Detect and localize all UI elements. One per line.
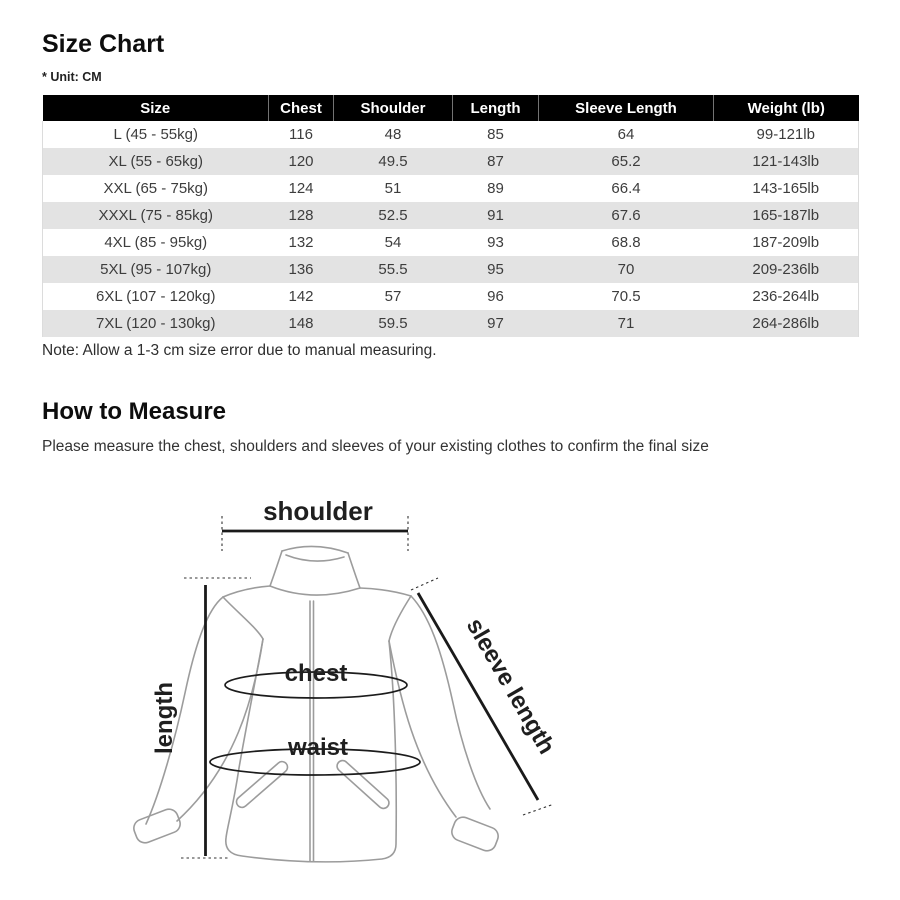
how-to-measure-title: How to Measure xyxy=(42,398,227,425)
column-header-shoulder: Shoulder xyxy=(334,95,453,121)
sleeve-length-cell: 64 xyxy=(539,121,714,148)
table-row xyxy=(43,256,859,283)
length-cell: 95 xyxy=(453,256,539,283)
chest-cell: 142 xyxy=(269,283,334,310)
weight-cell: 99-121lb xyxy=(714,121,859,148)
shoulder-cell: 57 xyxy=(334,283,453,310)
chest-cell: 120 xyxy=(269,148,334,175)
size-table-header xyxy=(43,95,859,121)
sleeve-length-cell: 71 xyxy=(539,310,714,337)
weight-cell: 143-165lb xyxy=(714,175,859,202)
weight-cell: 209-236lb xyxy=(714,256,859,283)
table-row xyxy=(43,229,859,256)
length-cell: 89 xyxy=(453,175,539,202)
sleeve-length-cell: 66.4 xyxy=(539,175,714,202)
shoulder-cell: 48 xyxy=(334,121,453,148)
length-cell: 85 xyxy=(453,121,539,148)
chest-cell: 148 xyxy=(269,310,334,337)
waist-label: waist xyxy=(287,734,349,761)
table-row xyxy=(43,121,859,148)
length-cell: 91 xyxy=(453,202,539,229)
weight-cell: 165-187lb xyxy=(714,202,859,229)
chest-cell: 124 xyxy=(269,175,334,202)
column-header-chest: Chest xyxy=(269,95,334,121)
length-label: length xyxy=(151,682,178,754)
size-cell: XXXL (75 - 85kg) xyxy=(43,202,269,229)
sleeve-length-label: sleeve length xyxy=(460,613,561,759)
column-header-size: Size xyxy=(43,95,269,121)
table-row xyxy=(43,148,859,175)
size-cell: XXL (65 - 75kg) xyxy=(43,175,269,202)
table-row xyxy=(43,283,859,310)
sleeve-length-cell: 68.8 xyxy=(539,229,714,256)
shoulder-cell: 55.5 xyxy=(334,256,453,283)
chest-cell: 116 xyxy=(269,121,334,148)
size-cell: 5XL (95 - 107kg) xyxy=(43,256,269,283)
jacket-measurement-diagram xyxy=(120,478,600,893)
measurement-note: Note: Allow a 1-3 cm size error due to manual measuring. xyxy=(42,342,437,359)
table-row xyxy=(43,310,859,337)
size-table xyxy=(42,95,859,337)
size-cell: XL (55 - 65kg) xyxy=(43,148,269,175)
chest-cell: 128 xyxy=(269,202,334,229)
table-row xyxy=(43,202,859,229)
shoulder-cell: 54 xyxy=(334,229,453,256)
shoulder-cell: 49.5 xyxy=(334,148,453,175)
jacket-outline xyxy=(131,546,501,861)
header-row xyxy=(43,95,859,121)
sleeve-length-cell: 70.5 xyxy=(539,283,714,310)
chest-cell: 132 xyxy=(269,229,334,256)
sleeve-length-cell: 65.2 xyxy=(539,148,714,175)
chest-label: chest xyxy=(284,660,348,687)
size-chart-title: Size Chart xyxy=(42,30,165,58)
diagram-labels xyxy=(151,496,560,761)
length-cell: 96 xyxy=(453,283,539,310)
sleeve-length-cell: 70 xyxy=(539,256,714,283)
length-cell: 87 xyxy=(453,148,539,175)
shoulder-cell: 52.5 xyxy=(334,202,453,229)
shoulder-cell: 51 xyxy=(334,175,453,202)
size-cell: L (45 - 55kg) xyxy=(43,121,269,148)
chest-cell: 136 xyxy=(269,256,334,283)
column-header-length: Length xyxy=(453,95,539,121)
how-to-measure-description: Please measure the chest, shoulders and sleeves of your existing clothes to confirm the final size xyxy=(42,438,709,455)
length-cell: 93 xyxy=(453,229,539,256)
table-row xyxy=(43,175,859,202)
weight-cell: 187-209lb xyxy=(714,229,859,256)
column-header-sleeve-length: Sleeve Length xyxy=(539,95,714,121)
size-cell: 7XL (120 - 130kg) xyxy=(43,310,269,337)
sleeve-length-cell: 67.6 xyxy=(539,202,714,229)
length-cell: 97 xyxy=(453,310,539,337)
weight-cell: 236-264lb xyxy=(714,283,859,310)
shoulder-cell: 59.5 xyxy=(334,310,453,337)
weight-cell: 121-143lb xyxy=(714,148,859,175)
weight-cell: 264-286lb xyxy=(714,310,859,337)
unit-note: * Unit: CM xyxy=(42,70,102,84)
shoulder-label: shoulder xyxy=(263,496,373,526)
column-header-weight: Weight (lb) xyxy=(714,95,859,121)
size-cell: 6XL (107 - 120kg) xyxy=(43,283,269,310)
size-cell: 4XL (85 - 95kg) xyxy=(43,229,269,256)
